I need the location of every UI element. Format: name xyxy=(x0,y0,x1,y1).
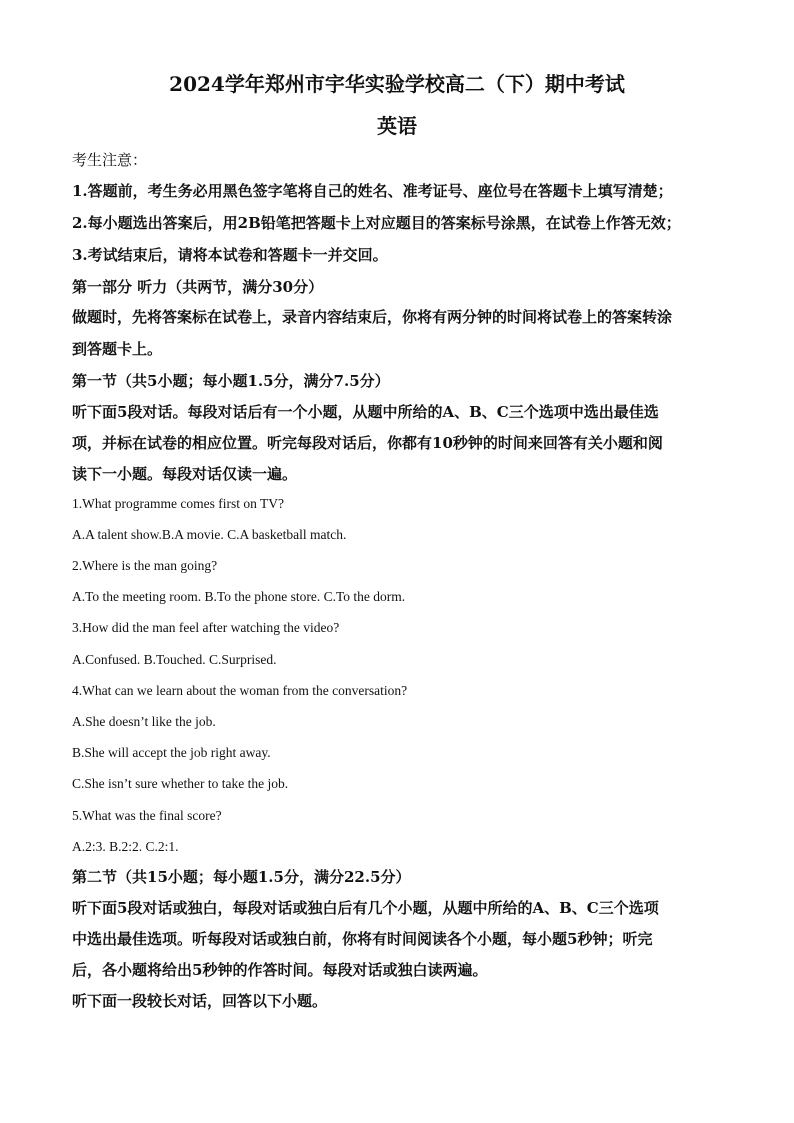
question-text: 4.What can we learn about the woman from the conversation? xyxy=(72,683,408,698)
part1-instruction: 做题时，先将答案标在试卷上，录音内容结束后，你将有两分钟的时间将试卷上的答案转涂 xyxy=(72,308,673,326)
question-text: 5.What was the final score? xyxy=(72,808,222,823)
question-text: 1.What programme comes first on TV? xyxy=(72,496,284,511)
question-option: B.She will accept the job right away. xyxy=(72,745,271,760)
question-options: A.Confused. B.Touched. C.Surprised. xyxy=(72,652,277,667)
section2-instruction: 听下面5段对话或独白，每段对话或独白后有几个小题，从题中所给的A、B、C三个选项 xyxy=(72,899,659,917)
question-options: A.2:3. B.2:2. C.2:1. xyxy=(72,839,179,854)
part1-heading: 第一部分 听力（共两节，满分30分） xyxy=(72,278,324,296)
exam-title: 2024学年郑州市宇华实验学校高二（下）期中考试 xyxy=(169,72,625,96)
question-options: A.To the meeting room. B.To the phone store. C.To the dorm. xyxy=(72,589,406,604)
section1-instruction: 项，并标在试卷的相应位置。听完每段对话后，你都有10秒钟的时间来回答有关小题和阅 xyxy=(72,434,663,452)
notice-item: 1.答题前，考生务必用黑色签字笔将自己的姓名、准考证号、座位号在答题卡上填写清楚； xyxy=(72,182,673,200)
notice-item: 3.考试结束后，请将本试卷和答题卡一并交回。 xyxy=(72,246,388,264)
section2-instruction: 中选出最佳选项。听每段对话或独白前，你将有时间阅读各个小题，每小题5秒钟；听完 xyxy=(72,930,653,948)
question-options: A.A talent show.B.A movie. C.A basketball match. xyxy=(72,527,347,542)
section2-heading: 第二节（共15小题；每小题1.5分，满分22.5分） xyxy=(72,868,411,886)
section2-instruction: 听下面一段较长对话，回答以下小题。 xyxy=(72,992,328,1010)
notice-item: 2.每小题选出答案后，用2B铅笔把答题卡上对应题目的答案标号涂黑，在试卷上作答无效； xyxy=(72,214,681,232)
question-option: C.She isn’t sure whether to take the job. xyxy=(72,776,289,791)
section1-instruction: 读下一小题。每段对话仅读一遍。 xyxy=(72,465,298,483)
question-text: 2.Where is the man going? xyxy=(72,558,218,573)
notice-heading: 考生注意： xyxy=(72,151,148,169)
section2-instruction: 后，各小题将给出5秒钟的作答时间。每段对话或独白读两遍。 xyxy=(72,961,488,979)
question-text: 3.How did the man feel after watching the video? xyxy=(72,620,340,635)
section1-instruction: 听下面5段对话。每段对话后有一个小题，从题中所给的A、B、C三个选项中选出最佳选 xyxy=(72,403,659,421)
section1-heading: 第一节（共5小题；每小题1.5分，满分7.5分） xyxy=(72,372,390,390)
question-option: A.She doesn’t like the job. xyxy=(72,714,216,729)
exam-subject: 英语 xyxy=(377,114,417,138)
part1-instruction: 到答题卡上。 xyxy=(72,340,163,358)
